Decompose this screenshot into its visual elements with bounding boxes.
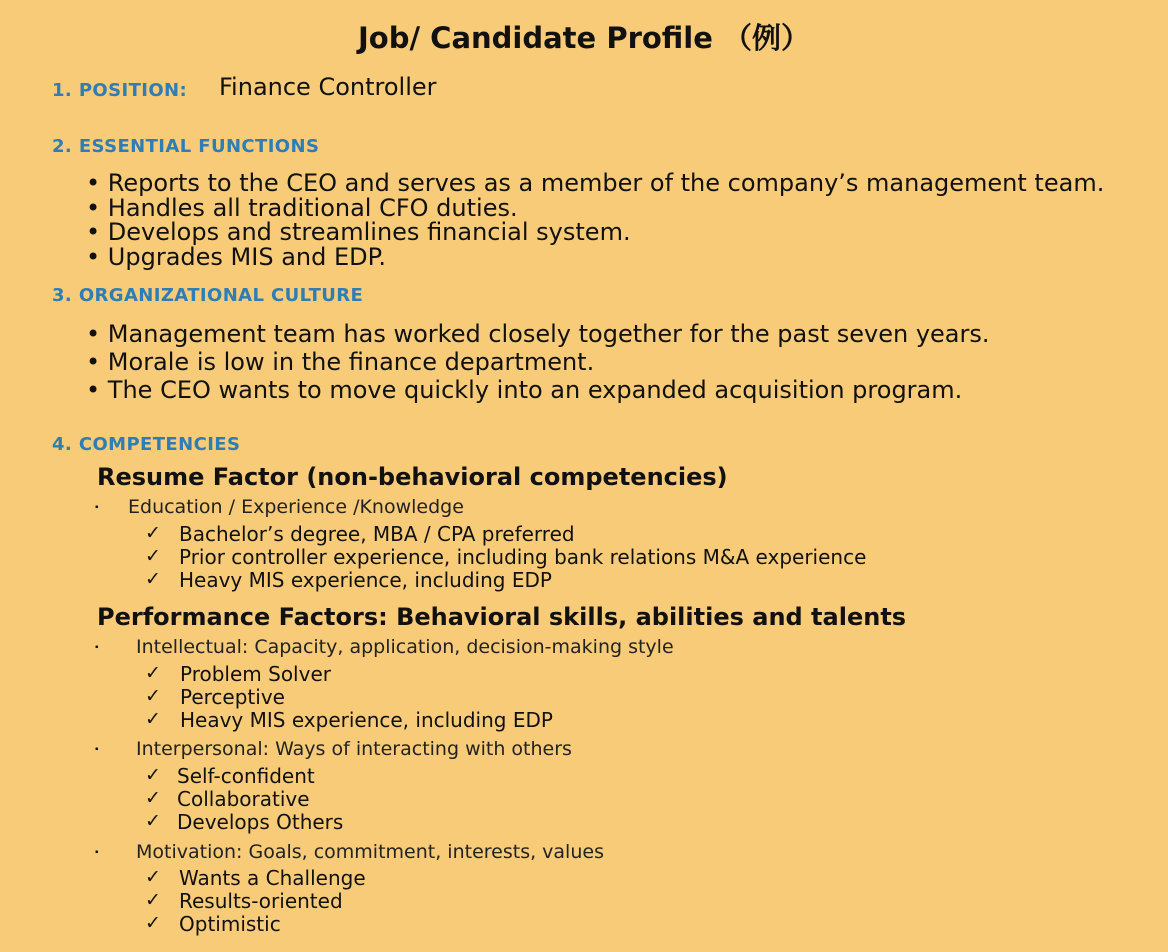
check-icon: ✓ — [145, 662, 161, 684]
page-title: Job/ Candidate Profile （例） — [358, 21, 810, 55]
performance-item: Heavy MIS experience, including EDP — [180, 708, 553, 732]
check-icon: ✓ — [145, 568, 161, 590]
list-item: • Morale is low in the finance department. — [86, 350, 594, 374]
list-item: • Management team has worked closely together for the past seven years. — [86, 322, 990, 346]
position-value: Finance Controller — [219, 73, 437, 101]
resume-item: Prior controller experience, including bank relations M&A experience — [179, 545, 867, 569]
check-icon: ✓ — [145, 810, 161, 832]
position-heading: 1. POSITION: — [52, 80, 188, 101]
performance-item: Perceptive — [180, 685, 285, 709]
essential-functions-heading: 2. ESSENTIAL FUNCTIONS — [52, 136, 320, 157]
list-item: • The CEO wants to move quickly into an expanded acquisition program. — [86, 378, 962, 402]
resume-item: Bachelor’s degree, MBA / CPA preferred — [179, 522, 575, 546]
performance-item: Results-oriented — [179, 889, 343, 913]
performance-item: Develops Others — [177, 810, 344, 834]
performance-group-label: Intellectual: Capacity, application, decision-making style — [136, 636, 674, 658]
list-item: • Develops and streamlines financial system. — [86, 220, 631, 244]
check-icon: ✓ — [145, 545, 161, 567]
check-icon: ✓ — [145, 764, 161, 786]
resume-group-label: Education / Experience /Knowledge — [128, 496, 464, 518]
list-item: • Upgrades MIS and EDP. — [86, 245, 386, 269]
resume-factor-title: Resume Factor (non-behavioral competencies) — [97, 463, 728, 491]
check-icon: ✓ — [145, 685, 161, 707]
performance-group-label: Interpersonal: Ways of interacting with others — [136, 738, 572, 760]
performance-item: Wants a Challenge — [179, 866, 366, 890]
check-icon: ✓ — [145, 889, 161, 911]
performance-item: Optimistic — [179, 912, 281, 936]
square-bullet: ▪ — [95, 847, 99, 858]
square-bullet: ▪ — [95, 744, 99, 755]
list-item: • Reports to the CEO and serves as a member of the company’s management team. — [86, 171, 1104, 195]
performance-factors-title: Performance Factors: Behavioral skills, abilities and talents — [97, 603, 907, 631]
resume-item: Heavy MIS experience, including EDP — [179, 568, 552, 592]
performance-item: Collaborative — [177, 787, 310, 811]
check-icon: ✓ — [145, 522, 161, 544]
competencies-heading: 4. COMPETENCIES — [52, 434, 241, 455]
square-bullet: ▪ — [95, 502, 99, 513]
organizational-culture-heading: 3. ORGANIZATIONAL CULTURE — [52, 285, 364, 306]
check-icon: ✓ — [145, 787, 161, 809]
square-bullet: ▪ — [95, 642, 99, 653]
performance-group-label: Motivation: Goals, commitment, interests, values — [136, 841, 604, 863]
performance-item: Self-confident — [177, 764, 315, 788]
check-icon: ✓ — [145, 912, 161, 934]
check-icon: ✓ — [145, 866, 161, 888]
list-item: • Handles all traditional CFO duties. — [86, 196, 518, 220]
performance-item: Problem Solver — [180, 662, 331, 686]
check-icon: ✓ — [145, 708, 161, 730]
